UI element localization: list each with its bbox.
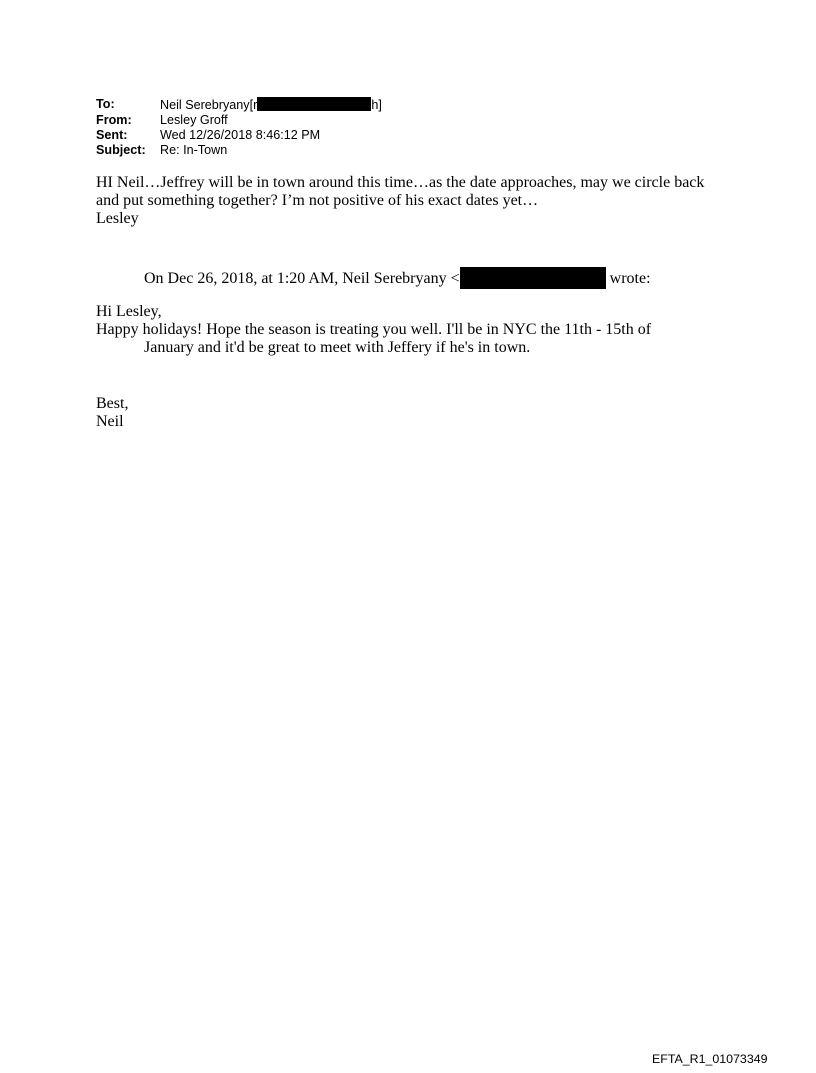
quote-intro (96, 267, 651, 289)
email-header (96, 97, 382, 158)
quoted-signoff (96, 395, 128, 431)
reply-line-1: HI Neil…Jeffrey will be in town around this time…as the date approaches, may we circle back (96, 174, 705, 191)
quoted-line-1: Happy holidays! Hope the season is treating you well. I'll be in NYC the 11th - 15th of (96, 321, 652, 338)
quoted-line-2: January and it'd be great to meet with Jeffery if he's in town. (144, 339, 531, 356)
redaction-box (460, 267, 606, 289)
to-name: Neil Serebryany[ (160, 98, 254, 112)
subject-label: Subject: (96, 143, 146, 157)
from-label: From: (96, 113, 132, 127)
quote-intro-text: On Dec 26, 2018, at 1:20 AM, Neil Serebryany < (144, 270, 460, 287)
reply-body (96, 174, 704, 228)
sent-label: Sent: (96, 128, 128, 142)
from-row (96, 113, 382, 128)
sent-value: Wed 12/26/2018 8:46:12 PM (160, 128, 321, 142)
redaction-box (257, 97, 371, 111)
reply-signature: Lesley (96, 210, 139, 227)
subject-row (96, 143, 382, 158)
to-row (96, 97, 382, 113)
document-id: EFTA_R1_01073349 (652, 1052, 768, 1066)
quoted-message (96, 303, 651, 357)
sent-row (96, 128, 382, 143)
to-redact-open: r (253, 98, 258, 112)
quote-intro-end: wrote: (605, 270, 651, 287)
subject-value: Re: In-Town (160, 143, 228, 157)
quoted-name: Neil (96, 413, 124, 430)
to-redact-close: h] (371, 98, 382, 112)
to-label: To: (96, 97, 115, 111)
quoted-closing: Best, (96, 395, 129, 412)
to-value (160, 97, 382, 113)
quoted-greeting: Hi Lesley, (96, 303, 162, 320)
reply-line-2: and put something together? I’m not positive of his exact dates yet… (96, 192, 539, 209)
from-value: Lesley Groff (160, 113, 228, 127)
